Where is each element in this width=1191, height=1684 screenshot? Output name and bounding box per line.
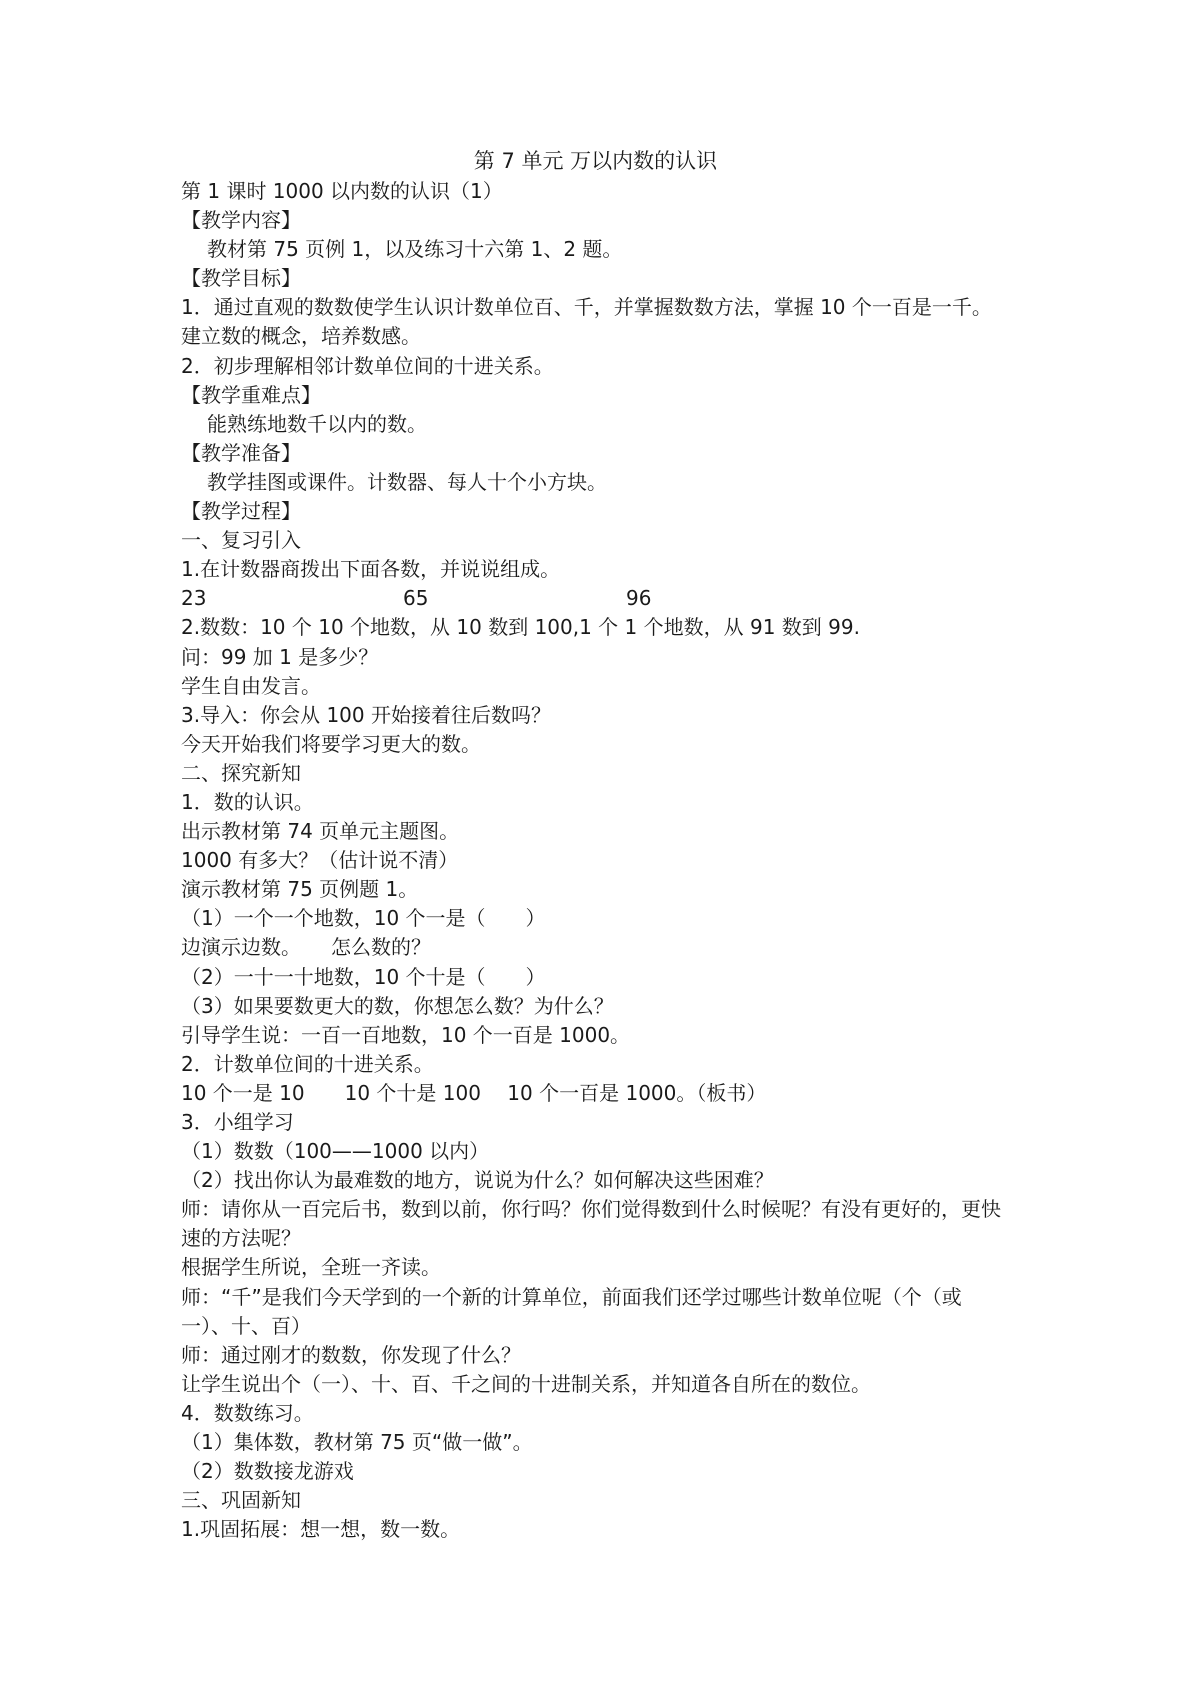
review-heading: 一、复习引入 — [181, 528, 301, 553]
explore-heading: 二、探究新知 — [181, 760, 301, 785]
explore-line: 出示教材第 74 页单元主题图。 — [181, 819, 460, 844]
document-title: 第 7 单元 万以内数的认识 — [473, 149, 718, 173]
review-item-1: 1.在计数器商拨出下面各数，并说说组成。 — [181, 557, 561, 582]
content-text: 教材第 75 页例 1，以及练习十六第 1、2 题。 — [207, 237, 623, 262]
explore-line: （2）一十一十地数，10 个十是（ ） — [181, 964, 546, 989]
explore-line: 师：请你从一百完后书，数到以前，你行吗？你们觉得数到什么时候呢？有没有更好的，更快速的方法呢？ — [181, 1197, 1001, 1251]
review-free-talk: 学生自由发言。 — [181, 673, 321, 698]
consolidate-heading: 三、巩固新知 — [181, 1488, 301, 1513]
explore-line: 师：“千”是我们今天学到的一个新的计算单位，前面我们还学过哪些计数单位呢（个（或一）、十、百） — [181, 1284, 962, 1338]
explore-line: （2）数数接龙游戏 — [181, 1459, 354, 1484]
explore-line: 边演示边数。 怎么数的？ — [181, 935, 431, 960]
explore-line: 师：通过刚才的数数，你发现了什么？ — [181, 1342, 521, 1367]
number-96: 96 — [626, 586, 652, 611]
review-item-3: 3.导入：你会从 100 开始接着往后数吗？ — [181, 702, 551, 727]
explore-line: 1．数的认识。 — [181, 789, 314, 814]
explore-line: （3）如果要数更大的数，你想怎么数？为什么？ — [181, 993, 614, 1018]
explore-line: 2．计数单位间的十进关系。 — [181, 1051, 434, 1076]
section-heading-content: 【教学内容】 — [181, 208, 301, 233]
explore-line: （1）一个一个地数，10 个一是（ ） — [181, 906, 546, 931]
review-question: 问：99 加 1 是多少？ — [181, 644, 379, 669]
explore-line: 10 个一是 10 10 个十是 100 10 个一百是 1000。（板书） — [181, 1080, 767, 1105]
explore-line: （2）找出你认为最难数的地方，说说为什么？如何解决这些困难？ — [181, 1168, 774, 1193]
explore-line: （1）数数（100——1000 以内） — [181, 1139, 490, 1164]
goal-1: 1．通过直观的数数使学生认识计数单位百、千，并掌握数数方法，掌握 10 个一百是一千。建立数的概念，培养数感。 — [181, 295, 992, 349]
number-23: 23 — [181, 586, 207, 611]
document-body — [181, 177, 1011, 1544]
consolidate-line: 1.巩固拓展：想一想，数一数。 — [181, 1517, 461, 1542]
goal-2: 2．初步理解相邻计数单位间的十进关系。 — [181, 353, 554, 378]
section-heading-keypoints: 【教学重难点】 — [181, 382, 321, 407]
explore-line: 根据学生所说，全班一齐读。 — [181, 1255, 441, 1280]
number-row — [181, 584, 1011, 613]
review-today: 今天开始我们将要学习更大的数。 — [181, 731, 481, 756]
explore-line: 演示教材第 75 页例题 1。 — [181, 877, 419, 902]
explore-line: 4．数数练习。 — [181, 1400, 314, 1425]
section-heading-goals: 【教学目标】 — [181, 266, 301, 291]
prep-text: 教学挂图或课件。计数器、每人十个小方块。 — [207, 469, 607, 494]
lesson-title: 第 1 课时 1000 以内数的认识（1） — [181, 179, 503, 203]
section-heading-prep: 【教学准备】 — [181, 440, 301, 465]
number-65: 65 — [403, 586, 429, 611]
explore-line: 1000 有多大？（估计说不清） — [181, 848, 459, 873]
explore-line: 3．小组学习 — [181, 1110, 294, 1134]
section-heading-process: 【教学过程】 — [181, 499, 301, 524]
review-item-2: 2.数数：10 个 10 个地数，从 10 数到 100,1 个 1 个地数，从 91 数到 99. — [181, 615, 860, 640]
explore-line: 让学生说出个（一）、十、百、千之间的十进制关系，并知道各自所在的数位。 — [181, 1371, 871, 1396]
keypoints-text: 能熟练地数千以内的数。 — [207, 411, 427, 436]
explore-line: 引导学生说：一百一百地数，10 个一百是 1000。 — [181, 1022, 631, 1047]
explore-line: （1）集体数，教材第 75 页“做一做”。 — [181, 1430, 533, 1455]
